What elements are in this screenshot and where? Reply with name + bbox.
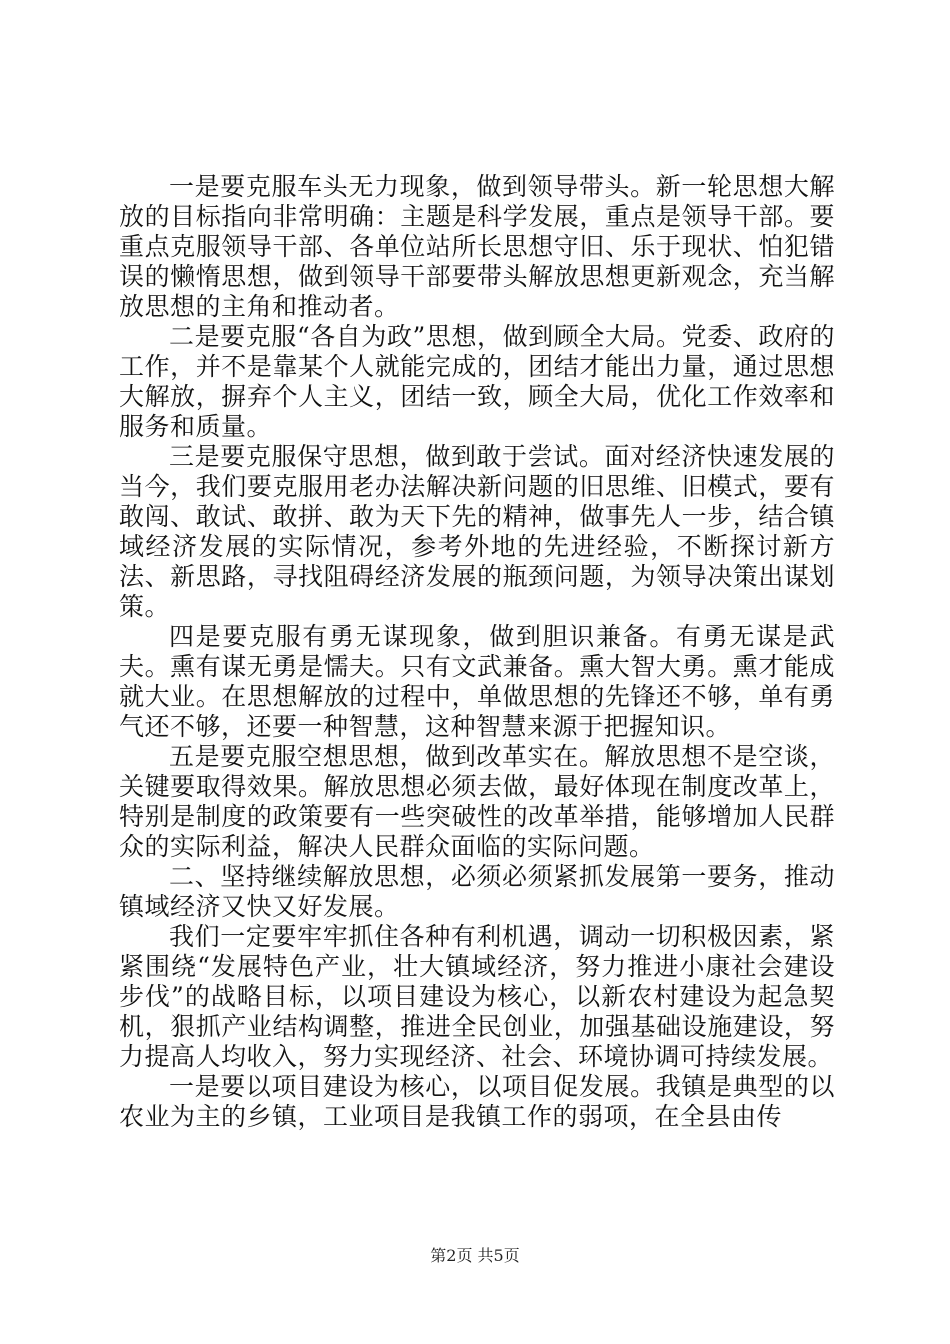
paragraph-2: 二是要克服“各自为政”思想，做到顾全大局。党委、政府的工作，并不是靠某个人就能完成的，团结才能出力量，通过思想大解放，摒弃个人主义，团结一致，顾全大局，优化工作效率和服务和质量。 [119,322,835,441]
page-number-footer: 第2页 共5页 [430,1246,520,1265]
document-body [119,172,835,1132]
paragraph-5: 五是要克服空想思想，做到改革实在。解放思想不是空谈，关键要取得效果。解放思想必须去做，最好体现在制度改革上，特别是制度的政策要有一些突破性的改革举措，能够增加人民群众的实际利益，解决人民群众面临的实际问题。 [119,742,835,861]
paragraph-7: 我们一定要牢牢抓住各种有利机遇，调动一切积极因素，紧紧围绕“发展特色产业，壮大镇域经济，努力推进小康社会建设步伐”的战略目标，以项目建设为核心，以新农村建设为起急契机，狠抓产业结构调整，推进全民创业，加强基础设施建设，努力提高人均收入，努力实现经济、社会、环境协调可持续发展。 [119,922,835,1071]
paragraph-1: 一是要克服车头无力现象，做到领导带头。新一轮思想大解放的目标指向非常明确：主题是科学发展，重点是领导干部。要重点克服领导干部、各单位站所长思想守旧、乐于现状、怕犯错误的懒惰思想，做到领导干部要带头解放思想更新观念，充当解放思想的主角和推动者。 [119,172,835,321]
paragraph-3: 三是要克服保守思想，做到敢于尝试。面对经济快速发展的当今，我们要克服用老办法解决新问题的旧思维、旧模式，要有敢闯、敢试、敢拼、敢为天下先的精神，做事先人一步，结合镇域经济发展的实际情况，参考外地的先进经验，不断探讨新方法、新思路，寻找阻碍经济发展的瓶颈问题，为领导决策出谋划策。 [119,442,835,621]
paragraph-4: 四是要克服有勇无谋现象，做到胆识兼备。有勇无谋是武夫。熏有谋无勇是懦夫。只有文武兼备。熏大智大勇。熏才能成就大业。在思想解放的过程中，单做思想的先锋还不够，单有勇气还不够，还要一种智慧，这种智慧来源于把握知识。 [119,622,835,741]
section-heading-2: 二、坚持继续解放思想，必须必须紧抓发展第一要务，推动镇域经济又快又好发展。 [119,862,835,921]
paragraph-8: 一是要以项目建设为核心，以项目促发展。我镇是典型的以农业为主的乡镇，工业项目是我镇工作的弱项，在全县由传 [119,1072,835,1131]
